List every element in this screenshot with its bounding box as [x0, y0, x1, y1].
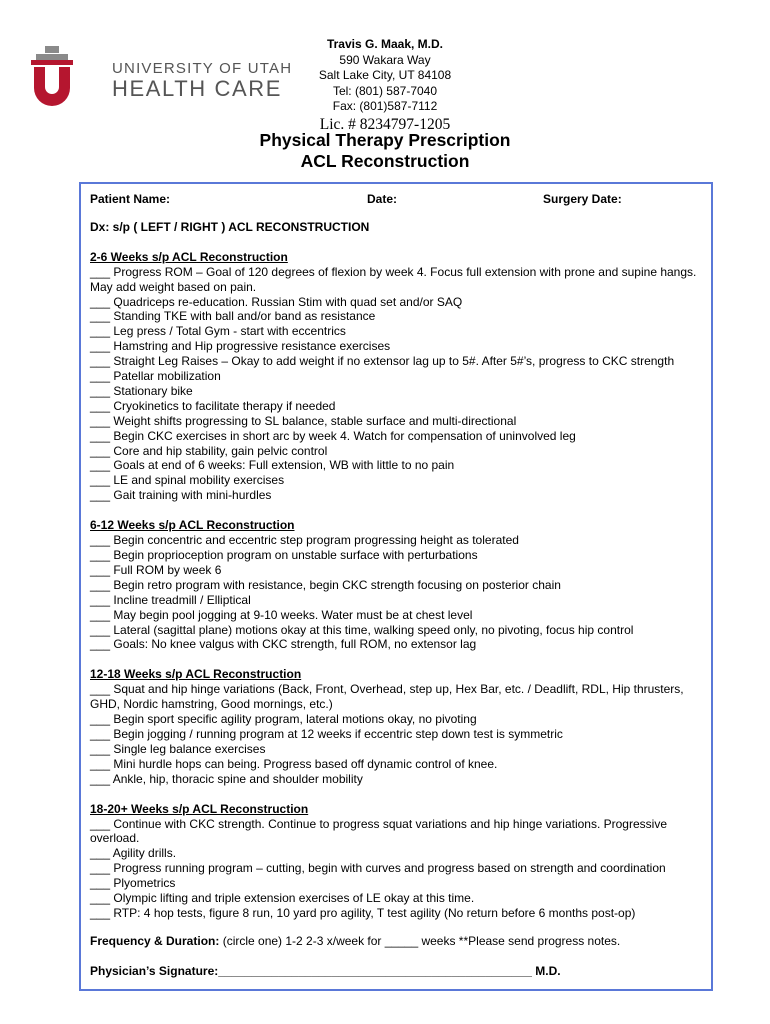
section-title: 2-6 Weeks s/p ACL Reconstruction — [90, 249, 288, 264]
checklist-item: ___ Full ROM by week 6 — [90, 562, 222, 577]
checklist-item: ___ Progress running program – cutting, begin with curves and progress based on strength and coordination — [90, 861, 666, 876]
surgery-date-label: Surgery Date: — [543, 192, 622, 206]
checklist-item: ___ Mini hurdle hops can being. Progress based off dynamic control of knee. — [90, 756, 498, 771]
checklist-item: ___ Plyometrics — [90, 876, 176, 891]
title-line-1: Physical Therapy Prescription — [259, 130, 511, 150]
checklist-item: ___ Agility drills. — [90, 846, 177, 861]
signature-suffix: M.D. — [531, 963, 561, 978]
checklist-item: ___ Goals: No knee valgus with CKC strength, full ROM, no extensor lag — [90, 637, 477, 652]
checklist-item: ___ Olympic lifting and triple extension exercises of LE okay at this time. — [90, 891, 475, 906]
checklist-item: ___ Single leg balance exercises — [90, 741, 266, 756]
checklist-item: ___ Goals at end of 6 weeks: Full extension, WB with little to no pain — [90, 458, 455, 473]
protocol-section — [90, 518, 702, 652]
physician-address-block — [280, 37, 490, 132]
diagnosis-line: Dx: s/p ( LEFT / RIGHT ) ACL RECONSTRUCTION — [90, 219, 370, 234]
signature-label: Physician’s Signature: — [90, 963, 219, 978]
checklist-item: ___ Begin proprioception program on unstable surface with perturbations — [90, 548, 478, 563]
checklist-item: ___ Squat and hip hinge variations (Back, Front, Overhead, step up, Hex Bar, etc. / Deadlift, RDL, Hip thrusters, GHD, Nordic hamstring, Good mornings, etc.) — [90, 682, 684, 712]
document-title — [160, 130, 610, 172]
checklist-item: ___ Lateral (sagittal plane) motions okay at this time, walking speed only, no pivoting, focus hip control — [90, 622, 634, 637]
frequency-duration-line — [90, 934, 702, 949]
prescription-form-box — [79, 182, 713, 991]
physician-name: Travis G. Maak, M.D. — [326, 37, 444, 51]
protocol-section — [90, 802, 702, 921]
patient-info-row — [90, 192, 702, 207]
checklist-item: ___ Begin jogging / running program at 12 weeks if eccentric step down test is symmetric — [90, 726, 563, 741]
checklist-item: ___ Begin sport specific agility program, lateral motions okay, no pivoting — [90, 712, 477, 727]
checklist-item: ___ Stationary bike — [90, 383, 193, 398]
physician-fax: Fax: (801)587-7112 — [332, 99, 438, 113]
checklist-item: ___ RTP: 4 hop tests, figure 8 run, 10 yard pro agility, T test agility (No return before 6 months post-op) — [90, 905, 636, 920]
checklist-item: ___ Cryokinetics to facilitate therapy if needed — [90, 398, 336, 413]
checklist-item: ___ Standing TKE with ball and/or band as resistance — [90, 309, 376, 324]
checklist-item: ___ LE and spinal mobility exercises — [90, 473, 285, 488]
checklist-item: ___ Hamstring and Hip progressive resistance exercises — [90, 339, 391, 354]
protocol-section — [90, 667, 702, 786]
logo-line-health-care: HEALTH CARE — [112, 76, 282, 101]
checklist-item: ___ Leg press / Total Gym - start with eccentrics — [90, 324, 346, 339]
checklist-item: ___ Patellar mobilization — [90, 369, 221, 384]
physician-tel: Tel: (801) 587-7040 — [332, 83, 438, 98]
university-of-utah-health-care-logo — [28, 44, 293, 106]
checklist-item: ___ Continue with CKC strength. Continue to progress squat variations and hip hinge variations. Progressive overload. — [90, 816, 667, 846]
logo-emblem-icon — [28, 44, 80, 106]
section-title: 12-18 Weeks s/p ACL Reconstruction — [90, 667, 302, 682]
checklist-item: ___ Weight shifts progressing to SL balance, stable surface and multi-directional — [90, 413, 517, 428]
checklist-item: ___ Straight Leg Raises – Okay to add weight if no extensor lag up to 5#. After 5#’s, progress to CKC strength — [90, 354, 675, 369]
frequency-text: (circle one) 1-2 2-3 x/week for _____ weeks **Please send progress notes. — [219, 933, 621, 948]
logo-line-university: UNIVERSITY OF UTAH — [112, 60, 293, 77]
section-title: 6-12 Weeks s/p ACL Reconstruction — [90, 518, 295, 533]
patient-name-label: Patient Name: — [90, 192, 171, 206]
checklist-item: ___ Core and hip stability, gain pelvic control — [90, 443, 328, 458]
checklist-item: ___ Begin retro program with resistance, begin CKC strength focusing on posterior chain — [90, 577, 561, 592]
checklist-item: ___ Begin concentric and eccentric step program progressing height as tolerated — [90, 533, 519, 548]
physician-license: Lic. # 8234797-1205 — [319, 115, 451, 133]
signature-blank: _______________________________________________ — [218, 963, 532, 978]
checklist-item: ___ Gait training with mini-hurdles — [90, 488, 272, 503]
section-title: 18-20+ Weeks s/p ACL Reconstruction — [90, 801, 309, 816]
prescription-content — [90, 192, 702, 979]
checklist-item: ___ May begin pool jogging at 9-10 weeks. Water must be at chest level — [90, 607, 473, 622]
checklist-item: ___ Incline treadmill / Elliptical — [90, 592, 251, 607]
checklist-item: ___ Ankle, hip, thoracic spine and shoulder mobility — [90, 771, 363, 786]
checklist-item: ___ Progress ROM – Goal of 120 degrees of flexion by week 4. Focus full extension with prone and supine hangs. May add weight based on pain. — [90, 264, 697, 294]
checklist-item: ___ Begin CKC exercises in short arc by week 4. Watch for compensation of uninvolved leg — [90, 428, 576, 443]
physician-street: 590 Wakara Way — [339, 52, 431, 67]
checklist-item: ___ Quadriceps re-education. Russian Stim with quad set and/or SAQ — [90, 294, 463, 309]
protocol-sections — [90, 250, 702, 921]
frequency-label: Frequency & Duration: — [90, 933, 220, 948]
physician-signature-line — [90, 964, 702, 979]
date-label: Date: — [367, 192, 398, 206]
physician-city: Salt Lake City, UT 84108 — [318, 68, 452, 82]
title-line-2: ACL Reconstruction — [300, 151, 470, 171]
protocol-section — [90, 250, 702, 503]
